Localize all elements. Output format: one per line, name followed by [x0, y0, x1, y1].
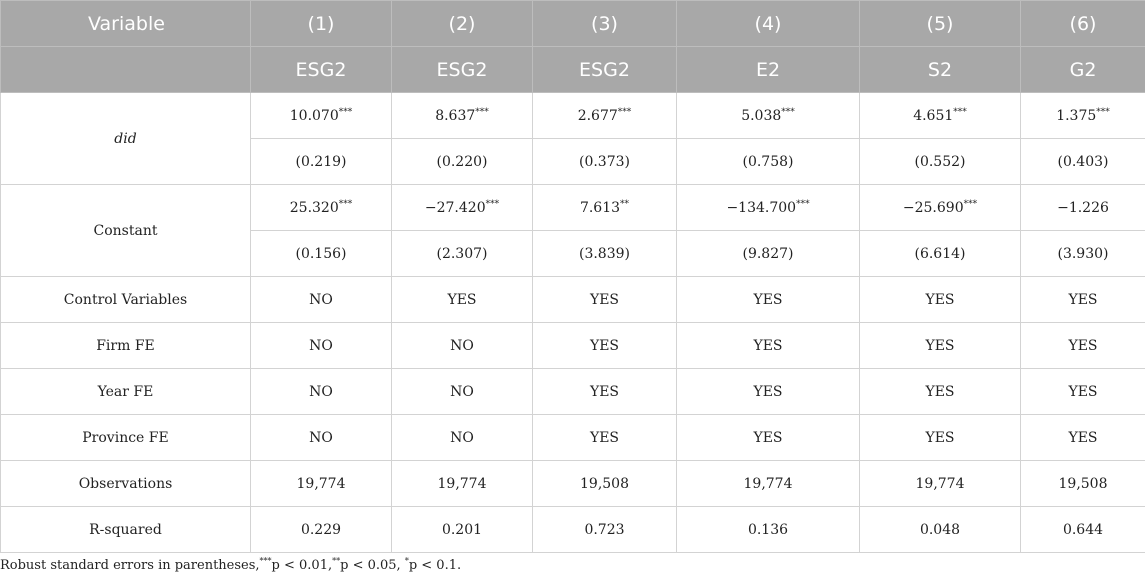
- table-row: [1, 185, 1145, 231]
- coef-cell: [1021, 185, 1145, 231]
- table-cell: 19,508: [1021, 461, 1145, 507]
- table-cell: NO: [392, 415, 533, 461]
- header-col-5: (5): [860, 1, 1021, 47]
- header-row-dependent: [1, 47, 1145, 93]
- footnote-text-3: p < 0.1.: [408, 558, 462, 573]
- table-cell: 19,774: [251, 461, 392, 507]
- table-cell: NO: [251, 369, 392, 415]
- table-cell: 0.201: [392, 507, 533, 553]
- table-cell: 19,774: [392, 461, 533, 507]
- table-cell: NO: [392, 369, 533, 415]
- table-row: [1, 323, 1145, 369]
- row-label-observations: Observations: [1, 461, 251, 507]
- table-row: [1, 461, 1145, 507]
- significance-stars: ***: [475, 106, 489, 117]
- coef-value: −25.690: [902, 199, 964, 216]
- row-label-r-squared: R-squared: [1, 507, 251, 553]
- se-cell: (0.552): [860, 139, 1021, 185]
- se-cell: (0.373): [533, 139, 677, 185]
- header-col-3: (3): [533, 1, 677, 47]
- table-cell: YES: [677, 323, 860, 369]
- table-cell: 0.229: [251, 507, 392, 553]
- coef-cell: [533, 185, 677, 231]
- coef-value: 25.320: [289, 199, 339, 216]
- footnote-stars-1: ***: [259, 556, 272, 566]
- table-cell: 19,774: [860, 461, 1021, 507]
- coef-cell: [392, 93, 533, 139]
- footnote-prefix: Robust standard errors in parentheses,: [0, 558, 260, 573]
- coef-cell: [533, 93, 677, 139]
- header-dep-6: G2: [1021, 47, 1145, 93]
- coef-cell: [251, 185, 392, 231]
- significance-stars: ***: [953, 106, 967, 117]
- row-label-province-fe: Province FE: [1, 415, 251, 461]
- table-cell: 0.644: [1021, 507, 1145, 553]
- header-col-6: (6): [1021, 1, 1145, 47]
- table-cell: YES: [860, 323, 1021, 369]
- significance-stars: ***: [963, 198, 978, 209]
- table-footnote: [0, 558, 461, 574]
- table-cell: YES: [533, 369, 677, 415]
- footnote-text-1: p < 0.01,: [271, 558, 333, 573]
- header-empty-cell: [1, 47, 251, 93]
- coef-cell: [392, 185, 533, 231]
- coef-value: 8.637: [435, 107, 476, 124]
- header-col-1: (1): [251, 1, 392, 47]
- header-col-4: (4): [677, 1, 860, 47]
- se-cell: (0.220): [392, 139, 533, 185]
- coef-value: 2.677: [577, 107, 618, 124]
- coef-value: −1.226: [1057, 199, 1109, 216]
- header-row-numbers: [1, 1, 1145, 47]
- significance-stars: ***: [485, 198, 500, 209]
- table-cell: NO: [251, 277, 392, 323]
- table-cell: YES: [860, 277, 1021, 323]
- coef-value: 4.651: [913, 107, 954, 124]
- header-col-2: (2): [392, 1, 533, 47]
- se-cell: (0.758): [677, 139, 860, 185]
- table-cell: 0.723: [533, 507, 677, 553]
- coef-cell: [677, 93, 860, 139]
- significance-stars: ***: [338, 106, 353, 117]
- row-label-firm-fe: Firm FE: [1, 323, 251, 369]
- coef-cell: [677, 185, 860, 231]
- table-cell: 0.048: [860, 507, 1021, 553]
- table-cell: YES: [533, 415, 677, 461]
- table-cell: YES: [677, 369, 860, 415]
- table-cell: YES: [860, 415, 1021, 461]
- table-cell: YES: [860, 369, 1021, 415]
- header-dep-4: E2: [677, 47, 860, 93]
- significance-stars: ***: [781, 106, 795, 117]
- table-cell: 19,508: [533, 461, 677, 507]
- significance-stars: ***: [338, 198, 353, 209]
- table-cell: NO: [392, 323, 533, 369]
- table-cell: 19,774: [677, 461, 860, 507]
- coef-value: 7.613: [579, 199, 621, 216]
- table-row: [1, 93, 1145, 139]
- significance-stars: ***: [796, 198, 810, 209]
- coef-value: −27.420: [424, 199, 486, 216]
- se-cell: (3.839): [533, 231, 677, 277]
- table-cell: YES: [533, 323, 677, 369]
- coef-cell: [860, 185, 1021, 231]
- table-cell: YES: [392, 277, 533, 323]
- se-cell: (0.156): [251, 231, 392, 277]
- se-cell: (2.307): [392, 231, 533, 277]
- coef-value: 5.038: [741, 107, 782, 124]
- table-row: [1, 507, 1145, 553]
- se-cell: (0.403): [1021, 139, 1145, 185]
- table-cell: YES: [1021, 415, 1145, 461]
- table-cell: YES: [677, 415, 860, 461]
- table-cell: YES: [1021, 323, 1145, 369]
- coef-value: 10.070: [289, 107, 339, 124]
- footnote-stars-3: *: [404, 556, 409, 566]
- se-cell: (0.219): [251, 139, 392, 185]
- header-variable: Variable: [1, 1, 251, 47]
- coef-value: −134.700: [726, 199, 797, 216]
- table-cell: YES: [677, 277, 860, 323]
- table-cell: YES: [1021, 369, 1145, 415]
- row-label-year-fe: Year FE: [1, 369, 251, 415]
- table-row: [1, 369, 1145, 415]
- significance-stars: ***: [1096, 106, 1110, 117]
- coef-cell: [251, 93, 392, 139]
- footnote-text-2: p < 0.05,: [340, 558, 405, 573]
- coef-cell: [1021, 93, 1145, 139]
- table-cell: NO: [251, 323, 392, 369]
- se-cell: (6.614): [860, 231, 1021, 277]
- se-cell: (9.827): [677, 231, 860, 277]
- header-dep-5: S2: [860, 47, 1021, 93]
- header-dep-3: ESG2: [533, 47, 677, 93]
- table-row: [1, 277, 1145, 323]
- coef-cell: [860, 93, 1021, 139]
- row-label-constant: Constant: [1, 185, 251, 277]
- coef-value: 1.375: [1056, 107, 1097, 124]
- table-row: [1, 415, 1145, 461]
- table-cell: YES: [1021, 277, 1145, 323]
- table-cell: YES: [533, 277, 677, 323]
- row-label-control-variables: Control Variables: [1, 277, 251, 323]
- se-cell: (3.930): [1021, 231, 1145, 277]
- significance-stars: **: [620, 198, 630, 209]
- header-dep-1: ESG2: [251, 47, 392, 93]
- header-dep-2: ESG2: [392, 47, 533, 93]
- row-label-did: did: [1, 93, 251, 185]
- table-cell: NO: [251, 415, 392, 461]
- footnote-stars-2: **: [332, 556, 341, 566]
- table-cell: 0.136: [677, 507, 860, 553]
- significance-stars: ***: [617, 106, 632, 117]
